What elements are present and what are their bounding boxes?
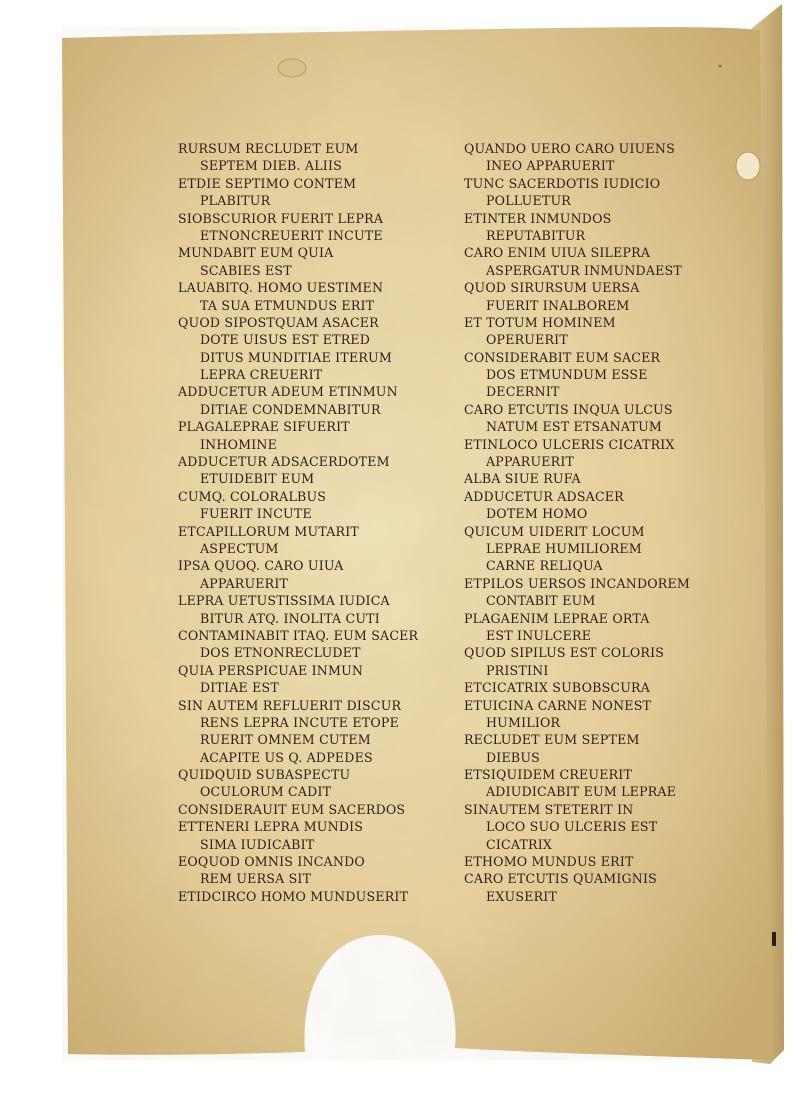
ink-mark [772, 932, 776, 946]
text-line: PLAGALEPRAE SIFUERIT [178, 419, 350, 435]
text-line: ADDUCETUR ADEUM ETINMUN [178, 384, 398, 400]
text-line: QUOD SIRURSUM UERSA [464, 280, 640, 296]
text-line: QUOD SIPOSTQUAM ASACER [178, 314, 379, 330]
text-line: ETTENERI LEPRA MUNDIS [178, 819, 364, 835]
text-line: EOQUOD OMNIS INCANDO [178, 854, 365, 870]
text-line: REPUTABITUR [486, 227, 586, 243]
text-line: FUERIT INALBOREM [486, 297, 630, 313]
text-line: LEPRA CREUERIT [200, 367, 323, 383]
text-line: CONTABIT EUM [486, 593, 596, 609]
parchment-hole [736, 152, 760, 180]
text-line: MUNDABIT EUM QUIA [178, 245, 334, 261]
text-line: CONSIDERAUIT EUM SACERDOS [178, 801, 406, 817]
text-line: LEPRA UETUSTISSIMA IUDICA [178, 593, 390, 609]
text-line: ETUIDEBIT EUM [200, 471, 315, 487]
text-line: CARO ETCUTIS QUAMIGNIS [464, 871, 657, 887]
text-line: POLLUETUR [486, 193, 571, 209]
text-line: CARNE RELIQUA [486, 558, 603, 574]
text-line: IPSA QUOQ. CARO UIUA [178, 558, 344, 574]
text-line: ADDUCETUR ADSACER [464, 488, 624, 504]
ink-speck [719, 65, 722, 68]
text-line: RUERIT OMNEM CUTEM [200, 732, 371, 748]
text-line: DOS ETNONRECLUDET [200, 645, 361, 661]
text-line: APPARUERIT [200, 575, 289, 591]
text-line: EXUSERIT [486, 888, 558, 904]
text-line: DOS ETMUNDUM ESSE [486, 367, 648, 383]
text-line: EST INULCERE [486, 627, 592, 643]
text-line: BITUR ATQ. INOLITA CUTI [200, 610, 380, 626]
text-line: APPARUERIT [486, 454, 575, 470]
text-line: HUMILIOR [486, 714, 561, 730]
text-line: ADDUCETUR ADSACERDOTEM [178, 454, 390, 470]
text-line: ETNONCREUERIT INCUTE [200, 227, 383, 243]
text-line: RECLUDET EUM SEPTEM [464, 732, 640, 748]
right-text-column [464, 140, 734, 905]
text-line: PRISTINI [486, 662, 549, 678]
text-line: RENS LEPRA INCUTE ETOPE [200, 714, 399, 730]
text-line: ETINTER INMUNDOS [464, 210, 612, 226]
text-line: ASPECTUM [200, 540, 279, 556]
text-line: DITUS MUNDITIAE ITERUM [200, 349, 392, 365]
text-line: SIOBSCURIOR FUERIT LEPRA [178, 210, 384, 226]
text-line: INEO APPARUERIT [486, 158, 615, 174]
text-line: DECERNIT [486, 384, 560, 400]
text-line: ETPILOS UERSOS INCANDOREM [464, 575, 690, 591]
text-line: SIMA IUDICABIT [200, 836, 315, 852]
text-line: ET TOTUM HOMINEM [464, 314, 616, 330]
text-line: QUIDQUID SUBASPECTU [178, 767, 351, 783]
text-line: ALBA SIUE RUFA [464, 471, 581, 487]
text-line: QUANDO UERO CARO UIUENS [464, 141, 675, 156]
text-line: NATUM EST ETSANATUM [486, 419, 663, 435]
text-line: ACAPITE US Q. ADPEDES [200, 749, 373, 765]
text-line: CONTAMINABIT ITAQ. EUM SACER [178, 627, 419, 643]
text-line: DOTE UISUS EST ETRED [200, 332, 371, 348]
text-line: SINAUTEM STETERIT IN [464, 801, 634, 817]
text-line: ETINLOCO ULCERIS CICATRIX [464, 436, 675, 452]
text-line: CARO ETCUTIS INQUA ULCUS [464, 401, 673, 417]
text-line: QUIA PERSPICUAE INMUN [178, 662, 364, 678]
text-line: CICATRIX [486, 836, 553, 852]
text-line: TA SUA ETMUNDUS ERIT [200, 297, 375, 313]
text-line: OPERUERIT [486, 332, 568, 348]
text-line: LAUABITQ. HOMO UESTIMEN [178, 280, 384, 296]
text-line: FUERIT INCUTE [200, 506, 312, 522]
text-line: ETSIQUIDEM CREUERIT [464, 767, 633, 783]
text-line: CONSIDERABIT EUM SACER [464, 349, 661, 365]
text-line: CARO ENIM UIUA SILEPRA [464, 245, 651, 261]
text-line: RURSUM RECLUDET EUM [178, 141, 359, 156]
text-line: QUICUM UIDERIT LOCUM [464, 523, 645, 539]
text-line: ADIUDICABIT EUM LEPRAE [486, 784, 677, 800]
text-line: ETHOMO MUNDUS ERIT [464, 854, 634, 870]
text-line: REM UERSA SIT [200, 871, 312, 887]
text-line: ETDIE SEPTIMO CONTEM [178, 175, 357, 191]
text-line: ETCAPILLORUM MUTARIT [178, 523, 359, 539]
text-line: QUOD SIPILUS EST COLORIS [464, 645, 665, 661]
text-line: ETCICATRIX SUBOBSCURA [464, 680, 651, 696]
parchment-blemish [278, 59, 306, 77]
text-line: SCABIES EST [200, 262, 292, 278]
text-line: SEPTEM DIEB. ALIIS [200, 158, 342, 174]
text-line: DOTEM HOMO [486, 506, 588, 522]
text-line: ASPERGATUR INMUNDAEST [486, 262, 682, 278]
text-line: INHOMINE [200, 436, 277, 452]
text-line: ETIDCIRCO HOMO MUNDUSERIT [178, 888, 409, 904]
text-line: CUMQ. COLORALBUS [178, 488, 327, 504]
text-line: DITIAE EST [200, 680, 279, 696]
left-text-column [178, 140, 448, 905]
text-line: OCULORUM CADIT [200, 784, 332, 800]
text-line: PLABITUR [200, 193, 271, 209]
text-line: LOCO SUO ULCERIS EST [486, 819, 658, 835]
text-line: DIEBUS [486, 749, 540, 765]
text-line: LEPRAE HUMILIOREM [486, 540, 642, 556]
text-line: DITIAE CONDEMNABITUR [200, 401, 381, 417]
text-line: SIN AUTEM REFLUERIT DISCUR [178, 697, 402, 713]
text-line: PLAGAENIM LEPRAE ORTA [464, 610, 650, 626]
text-line: ETUICINA CARNE NONEST [464, 697, 652, 713]
text-line: TUNC SACERDOTIS IUDICIO [464, 175, 661, 191]
